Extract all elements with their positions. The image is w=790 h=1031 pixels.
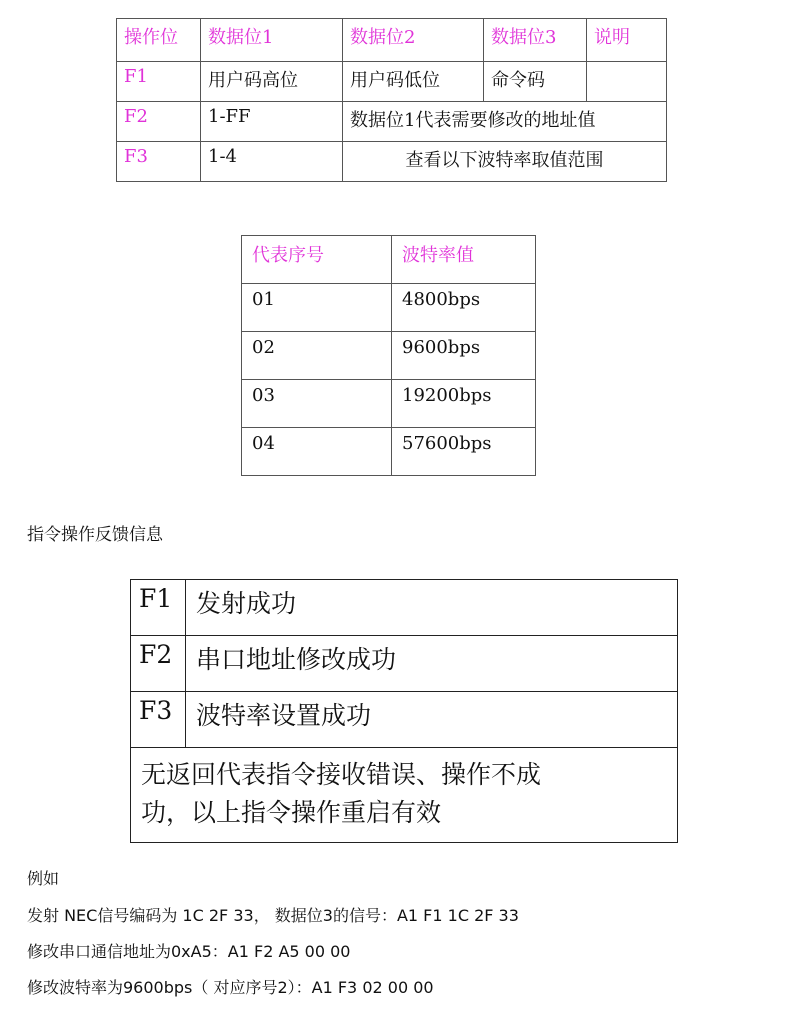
table-row (242, 380, 536, 428)
row-op: F1 (117, 62, 201, 102)
table-row (117, 62, 667, 102)
header-note: 说明 (587, 19, 667, 62)
cell-baud: 4800bps (392, 284, 536, 332)
feedback-code: F1 (131, 580, 186, 636)
feedback-message: 发射成功 (186, 580, 678, 636)
feedback-note-line1: 无返回代表指令接收错误、操作不成 (141, 760, 542, 789)
header-baud: 波特率值 (392, 236, 536, 284)
row-data3: 命令码 (484, 62, 587, 102)
cell-baud: 19200bps (392, 380, 536, 428)
feedback-message: 波特率设置成功 (186, 692, 678, 748)
cell-baud: 57600bps (392, 428, 536, 476)
feedback-note-line2: 功，以上指令操作重启有效 (141, 798, 442, 827)
command-format-table (116, 18, 667, 182)
examples-heading: 例如 (27, 869, 60, 888)
row-note (587, 62, 667, 102)
table-row (242, 332, 536, 380)
feedback-note (131, 748, 678, 843)
row-description: 数据位1代表需要修改的地址值 (343, 102, 667, 142)
header-data2: 数据位2 (343, 19, 484, 62)
cell-index: 03 (242, 380, 392, 428)
row-op: F2 (117, 102, 201, 142)
table-row (117, 142, 667, 182)
table-row (242, 284, 536, 332)
header-data1: 数据位1 (201, 19, 343, 62)
header-data3: 数据位3 (484, 19, 587, 62)
table-row (131, 580, 678, 636)
row-data1: 1-4 (201, 142, 343, 182)
baud-rate-table (241, 235, 536, 476)
table-row (117, 102, 667, 142)
feedback-code: F3 (131, 692, 186, 748)
cell-index: 01 (242, 284, 392, 332)
example-line: 修改波特率为9600bps（ 对应序号2）：A1 F3 02 00 00 (27, 978, 434, 997)
table-row (131, 636, 678, 692)
header-index: 代表序号 (242, 236, 392, 284)
cell-index: 04 (242, 428, 392, 476)
row-data1: 用户码高位 (201, 62, 343, 102)
table-header-row (117, 19, 667, 62)
cell-baud: 9600bps (392, 332, 536, 380)
feedback-table (130, 579, 678, 843)
cell-index: 02 (242, 332, 392, 380)
table-header-row (242, 236, 536, 284)
header-op: 操作位 (117, 19, 201, 62)
table-row (131, 748, 678, 843)
example-line: 修改串口通信地址为0xA5：A1 F2 A5 00 00 (27, 942, 351, 961)
feedback-code: F2 (131, 636, 186, 692)
row-data2: 用户码低位 (343, 62, 484, 102)
example-line: 发射 NEC信号编码为 1C 2F 33， 数据位3的信号：A1 F1 1C 2F 33 (27, 906, 519, 925)
row-description: 查看以下波特率取值范围 (343, 142, 667, 182)
row-data1: 1-FF (201, 102, 343, 142)
table-row (131, 692, 678, 748)
table-row (242, 428, 536, 476)
row-op: F3 (117, 142, 201, 182)
feedback-caption: 指令操作反馈信息 (27, 525, 163, 545)
feedback-message: 串口地址修改成功 (186, 636, 678, 692)
